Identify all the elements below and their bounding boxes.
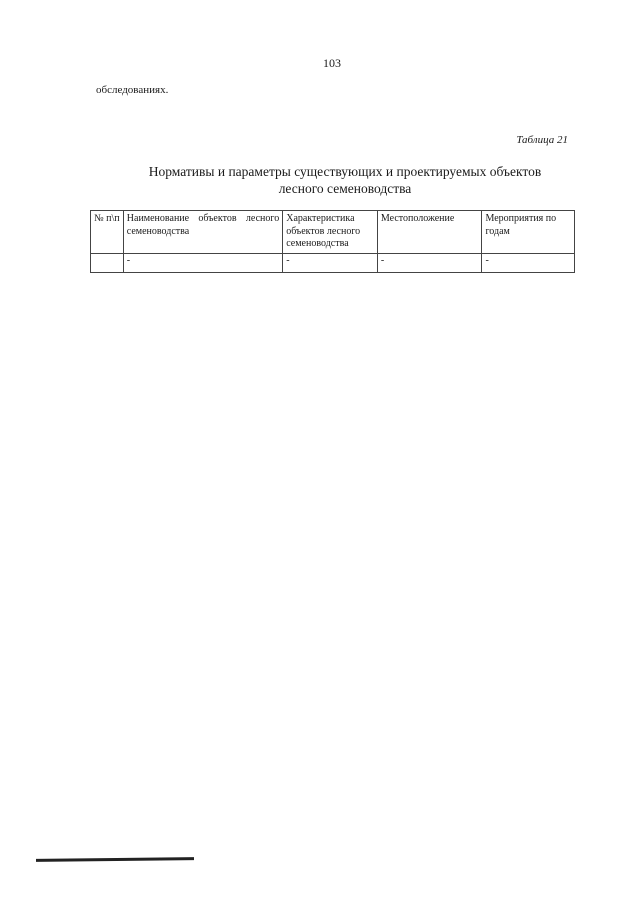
header-name-text: Наименование объектов лесного семеноводства bbox=[126, 213, 280, 237]
table-header-row bbox=[91, 211, 575, 254]
cell-characteristics: - bbox=[283, 253, 378, 272]
signature-line bbox=[36, 857, 194, 862]
cell-location: - bbox=[377, 253, 482, 272]
table-row bbox=[91, 253, 575, 272]
header-name bbox=[123, 211, 282, 254]
header-events: Мероприятия по годам bbox=[482, 211, 575, 254]
table-title: Нормативы и параметры существующих и проектируемых объектов лесного семеноводства bbox=[148, 164, 542, 196]
table-caption: Таблица 21 bbox=[516, 134, 568, 146]
cell-events: - bbox=[482, 253, 575, 272]
header-characteristics: Характеристика объектов лесного семеноводства bbox=[283, 211, 378, 254]
header-location: Местоположение bbox=[377, 211, 482, 254]
cell-name: - bbox=[123, 253, 282, 272]
continued-text: обследованиях. bbox=[96, 84, 169, 96]
norms-table bbox=[90, 210, 575, 273]
header-number: № п\п bbox=[91, 211, 124, 254]
page-number: 103 bbox=[323, 56, 341, 70]
cell-number bbox=[91, 253, 124, 272]
